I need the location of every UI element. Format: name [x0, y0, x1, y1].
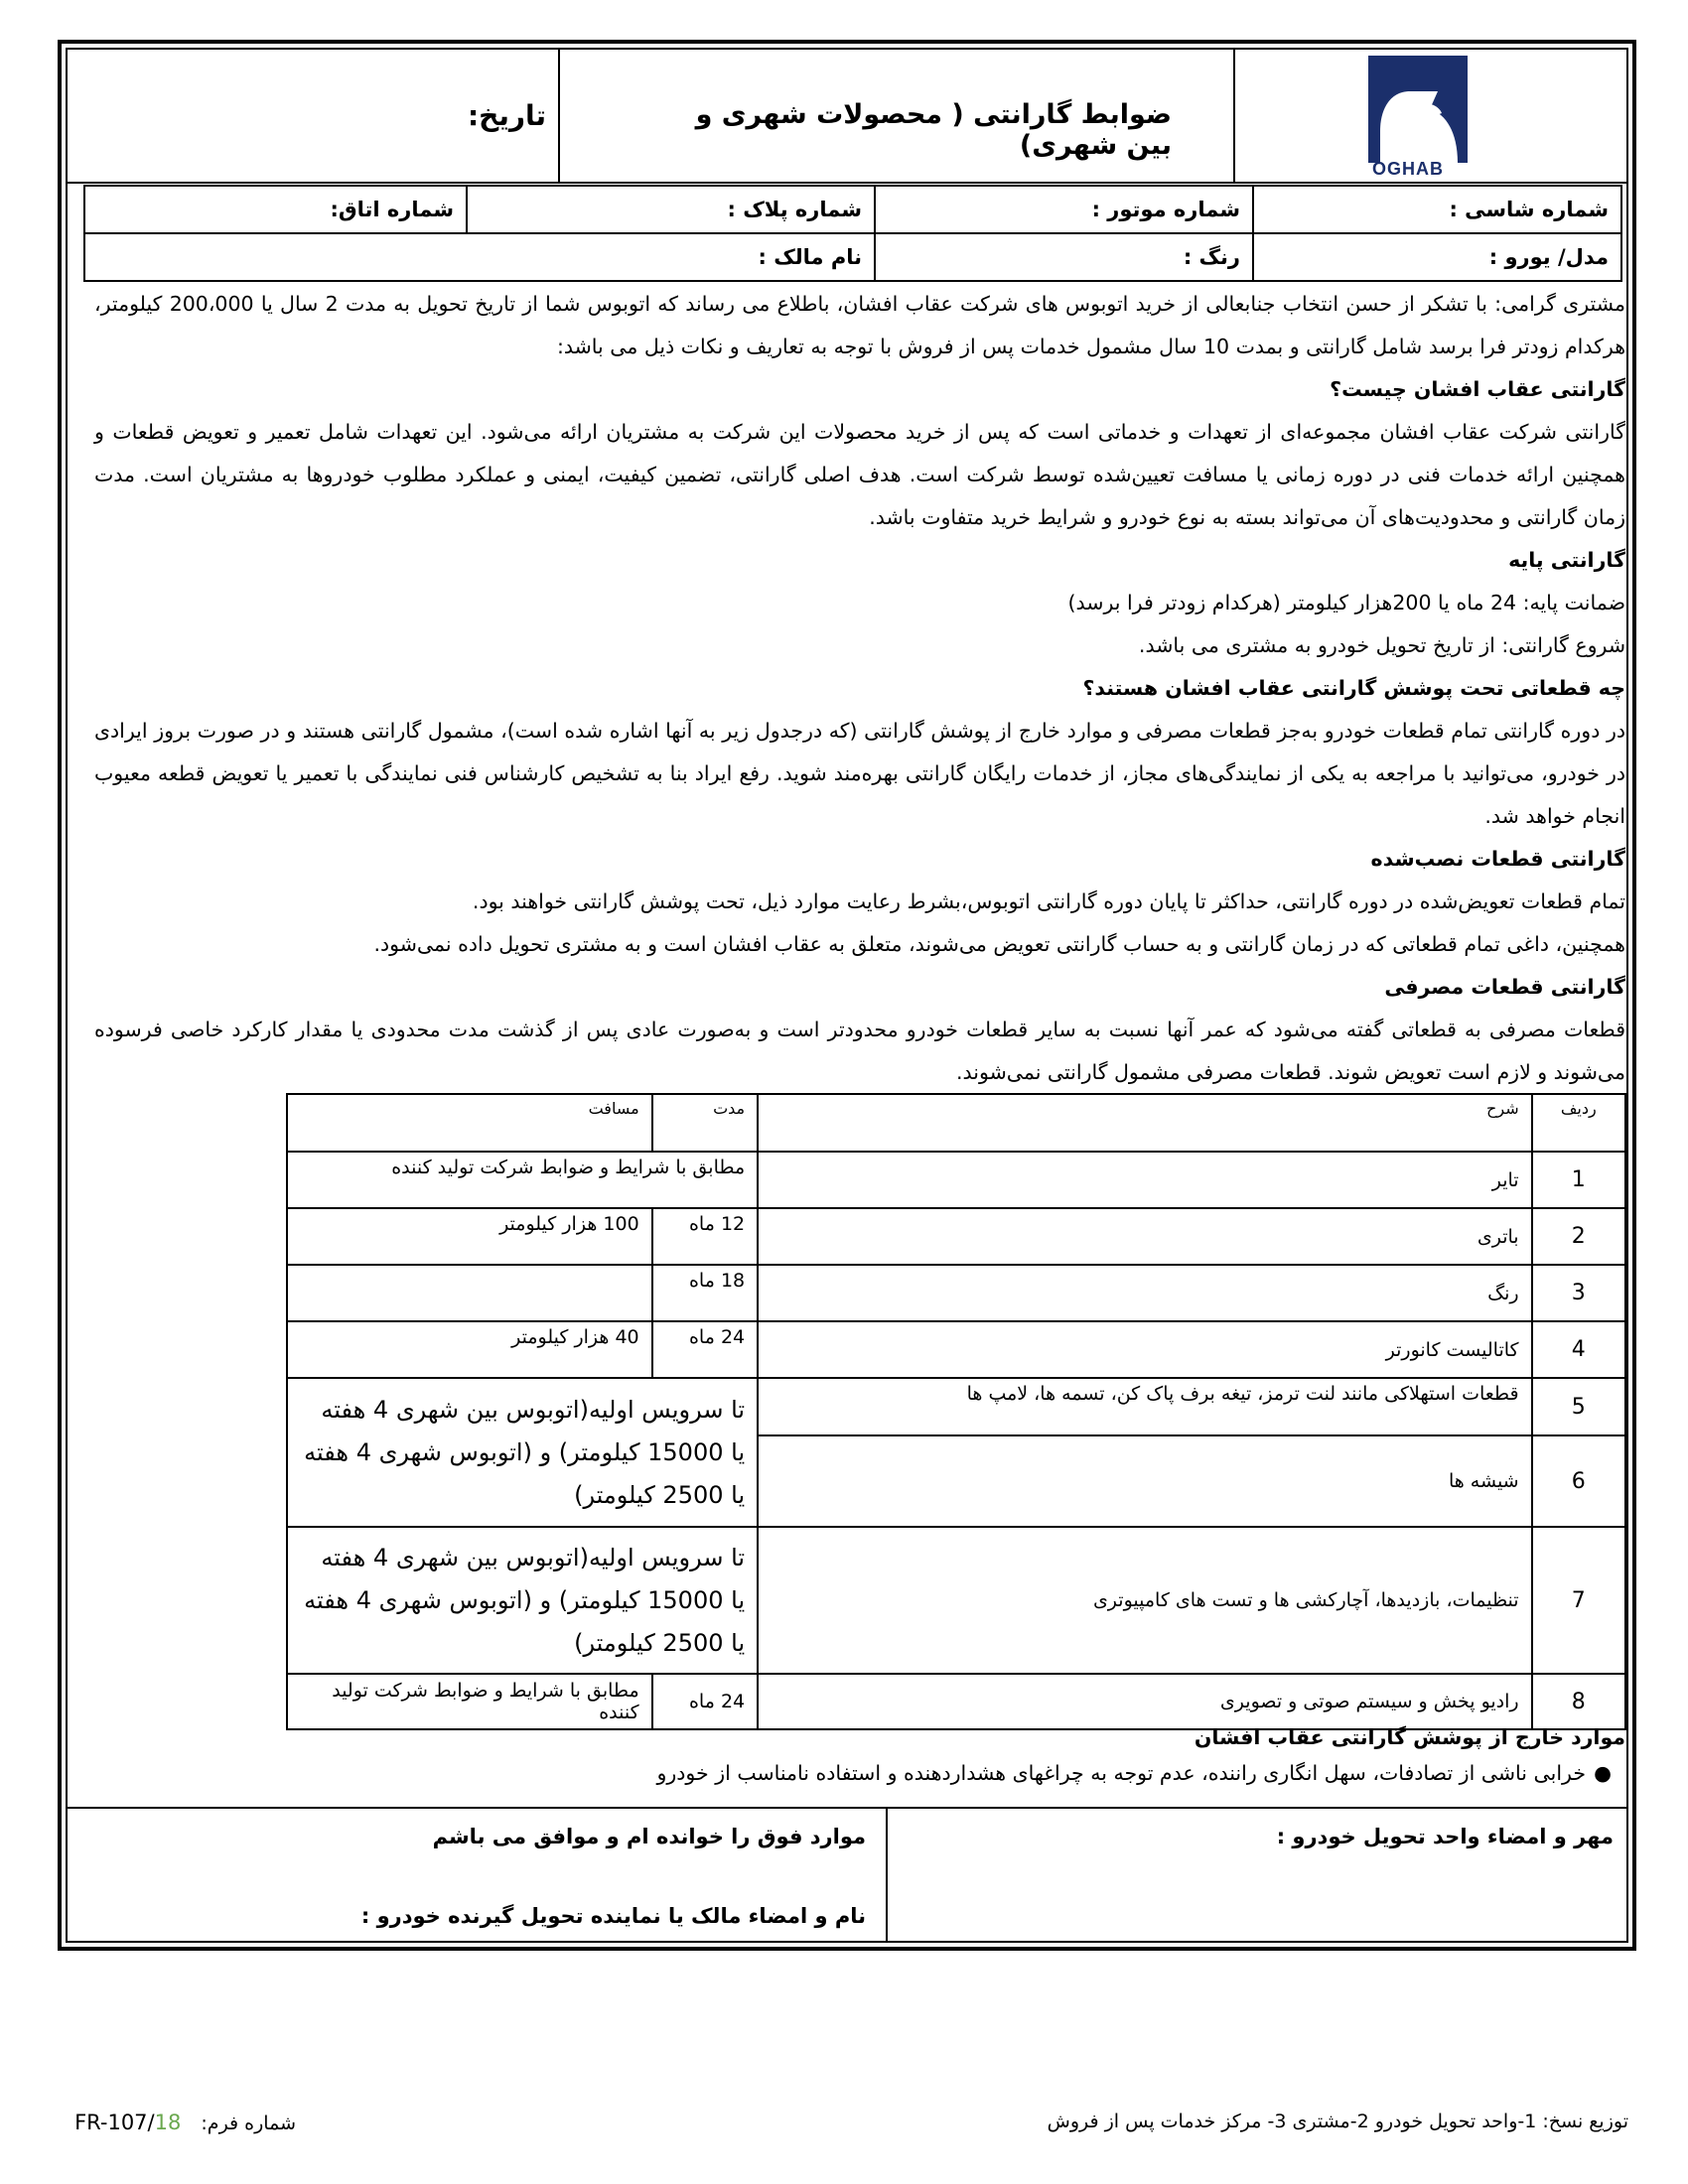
table-row [287, 1674, 1625, 1729]
row-distance [287, 1265, 652, 1321]
section-heading: گارانتی عقاب افشان چیست؟ [1330, 377, 1625, 401]
row-number: 1 [1532, 1152, 1625, 1208]
signature-column-divider [886, 1809, 888, 1942]
paragraph: شروع گارانتی: از تاریخ تحویل خودرو به مشتری می باشد. [1138, 633, 1625, 657]
row-span-terms: تا سرویس اولیه(اتوبوس بین شهری 4 هفته یا 15000 کیلومتر) و (اتوبوس شهری 4 هفته یا 2500 کیلومتر) [287, 1378, 758, 1527]
section-heading: گارانتی قطعات مصرفی [1384, 975, 1625, 999]
header-description: شرح [758, 1094, 1531, 1152]
page-title: ضوابط گارانتی ( محصولات شهری و بین شهری) [695, 99, 1172, 161]
table-row [287, 1378, 1625, 1435]
row-duration: 12 ماه [652, 1208, 758, 1265]
delivery-unit-signature[interactable]: مهر و امضاء واحد تحویل خودرو : [1276, 1825, 1614, 1848]
exclusion-text: خرابی ناشی از تصادفات، سهل انگاری راننده، عدم توجه به چراغهای هشداردهنده و استفاده نامناسب از خودرو [656, 1761, 1586, 1785]
form-code-revision: 18 [154, 2111, 182, 2134]
paragraph: در دوره گارانتی تمام قطعات خودرو به‌جز قطعات مصرفی و موارد خارج از پوشش گارانتی (که درجدول زیر به آنها اشاره شده است)، مشمول گارانتی هستند و در صورت بروز ایرادی در خودرو، می‌توانید با مراجعه به یکی از نمایندگی‌های مجاز، از خدمات رایگان گارانتی بهره‌مند شوید. رفع ایراد بنا به تشخیص کارشناس فنی نمایندگی با تعمیر یا تعویض قطعه معیوب انجام خواهد شد. [94, 719, 1625, 828]
intro-paragraph: مشتری گرامی: با تشکر از حسن انتخاب جنابعالی از خرید اتوبوس های شرکت عقاب افشان، باطلاع می رساند که اتوبوس شما از تاریخ تحویل به مدت 2 سال یا 200،000 کیلومتر، هرکدام زودتر فرا برسد شامل گارانتی و بمدت 10 سال مشمول خدمات پس از فروش با توجه به تعاریف و نکات ذیل می باشد: [94, 292, 1625, 358]
row-description: تایر [758, 1152, 1531, 1208]
row-description: قطعات استهلاکی مانند لنت ترمز، تیغه برف پاک کن، تسمه ها، لامپ ها [758, 1378, 1531, 1435]
engine-field[interactable]: شماره موتور : [875, 186, 1253, 233]
row-description: باتری [758, 1208, 1531, 1265]
row-number: 8 [1532, 1674, 1625, 1729]
table-row [287, 1527, 1625, 1674]
row-description: تنظیمات، بازدیدها، آچارکشی ها و تست های کامپیوتری [758, 1527, 1531, 1674]
row-number: 5 [1532, 1378, 1625, 1435]
color-field[interactable]: رنگ : [875, 233, 1253, 281]
table-row [287, 1208, 1625, 1265]
plate-field[interactable]: شماره پلاک : [467, 186, 875, 233]
model-field[interactable]: مدل/ یورو : [1253, 233, 1621, 281]
body-text [94, 283, 1625, 1094]
table-row [287, 1321, 1625, 1378]
paragraph: گارانتی شرکت عقاب افشان مجموعه‌ای از تعهدات و خدماتی است که پس از خرید محصولات این شرکت به مشتریان ارائه می‌شود. این تعهدات شامل تعمیر و تعویض قطعات و همچنین ارائه خدمات فنی در دوره زمانی یا مسافت تعیین‌شده توسط شرکت است. هدف اصلی گارانتی، تضمین کیفیت، ایمنی و عملکرد مطلوب خودروها به مشتریان است. مدت زمان گارانتی و محدودیت‌های آن می‌تواند بسته به نوع خودرو و شرایط خرید متفاوت باشد. [94, 420, 1625, 529]
form-code [74, 2111, 181, 2134]
row-number: 7 [1532, 1527, 1625, 1674]
logo-text: OGHAB [1372, 159, 1444, 179]
table-row [287, 1152, 1625, 1208]
list-item [94, 1761, 1625, 1785]
row-number: 3 [1532, 1265, 1625, 1321]
chassis-field[interactable]: شماره شاسی : [1253, 186, 1621, 233]
paragraph: تمام قطعات تعویض‌شده در دوره گارانتی، حداکثر تا پایان دوره گارانتی اتوبوس،بشرط رعایت موارد ذیل، تحت پوشش گارانتی خواهند بود. [472, 889, 1625, 913]
header-distance: مسافت [287, 1094, 652, 1152]
row-distance: مطابق با شرایط و ضوابط شرکت تولید کننده [287, 1674, 652, 1729]
header-divider [558, 48, 560, 182]
paragraph: همچنین، داغی تمام قطعاتی که در زمان گارانتی و به حساب گارانتی تعویض می‌شوند، متعلق به عقاب افشان است و به مشتری تحویل داده نمی‌شود. [373, 932, 1625, 956]
bullet-icon: ● [1594, 1761, 1612, 1785]
row-number: 2 [1532, 1208, 1625, 1265]
row-description: شیشه ها [758, 1435, 1531, 1527]
section-heading: چه قطعاتی تحت پوشش گارانتی عقاب افشان هستند؟ [1082, 676, 1625, 700]
paragraph: قطعات مصرفی به قطعاتی گفته می‌شود که عمر آنها نسبت به سایر قطعات خودرو محدودتر است و به‌صورت عادی پس از گذشت مدت محدودی یا مقدار کارکرد خاصی فرسوده می‌شوند و لازم است تعویض شوند. قطعات مصرفی مشمول گارانتی نمی‌شوند. [94, 1018, 1625, 1084]
table-header-row [287, 1094, 1625, 1152]
row-duration: 24 ماه [652, 1674, 758, 1729]
row-span-terms: تا سرویس اولیه(اتوبوس بین شهری 4 هفته یا 15000 کیلومتر) و (اتوبوس شهری 4 هفته یا 2500 کیلومتر) [287, 1527, 758, 1674]
row-distance: 100 هزار کیلومتر [287, 1208, 652, 1265]
form-number-label: شماره فرم: [201, 2113, 296, 2134]
exclusions-title: موارد خارج از پوشش گارانتی عقاب افشان [1194, 1725, 1625, 1749]
consumables-table [286, 1093, 1626, 1730]
header-duration: مدت [652, 1094, 758, 1152]
row-duration: 24 ماه [652, 1321, 758, 1378]
agreement-statement: موارد فوق را خوانده ام و موافق می باشم [432, 1825, 866, 1848]
section-heading: گارانتی قطعات نصب‌شده [1370, 847, 1625, 871]
date-label: تاریخ: [467, 99, 546, 132]
owner-signature[interactable]: نام و امضاء مالک یا نماینده تحویل گیرنده خودرو : [360, 1904, 866, 1928]
section-heading: گارانتی پایه [1508, 548, 1625, 572]
row-duration: 18 ماه [652, 1265, 758, 1321]
form-number [58, 2111, 296, 2134]
table-row [287, 1265, 1625, 1321]
vehicle-info-table [83, 185, 1622, 282]
header-divider [1233, 48, 1235, 182]
header-row-number: ردیف [1532, 1094, 1625, 1152]
owner-field[interactable]: نام مالک : [84, 233, 875, 281]
room-field[interactable]: شماره اتاق: [84, 186, 467, 233]
row-distance: 40 هزار کیلومتر [287, 1321, 652, 1378]
exclusions-section [94, 1725, 1625, 1785]
paragraph: ضمانت پایه: 24 ماه یا 200هزار کیلومتر (هرکدام زودتر فرا برسد) [1067, 591, 1625, 614]
row-description: رنگ [758, 1265, 1531, 1321]
row-span-terms: مطابق با شرایط و ضوابط شرکت تولید کننده [287, 1152, 758, 1208]
row-description: رادیو پخش و سیستم صوتی و تصویری [758, 1674, 1531, 1729]
row-number: 4 [1532, 1321, 1625, 1378]
signature-divider [66, 1807, 1628, 1809]
form-code-prefix: FR-107/ [74, 2111, 155, 2134]
row-number: 6 [1532, 1435, 1625, 1527]
row-description: کاتالیست کانورتر [758, 1321, 1531, 1378]
distribution-note: توزیع نسخ: 1-واحد تحویل خودرو 2-مشتری 3- مرکز خدمات پس از فروش [1047, 2111, 1628, 2132]
